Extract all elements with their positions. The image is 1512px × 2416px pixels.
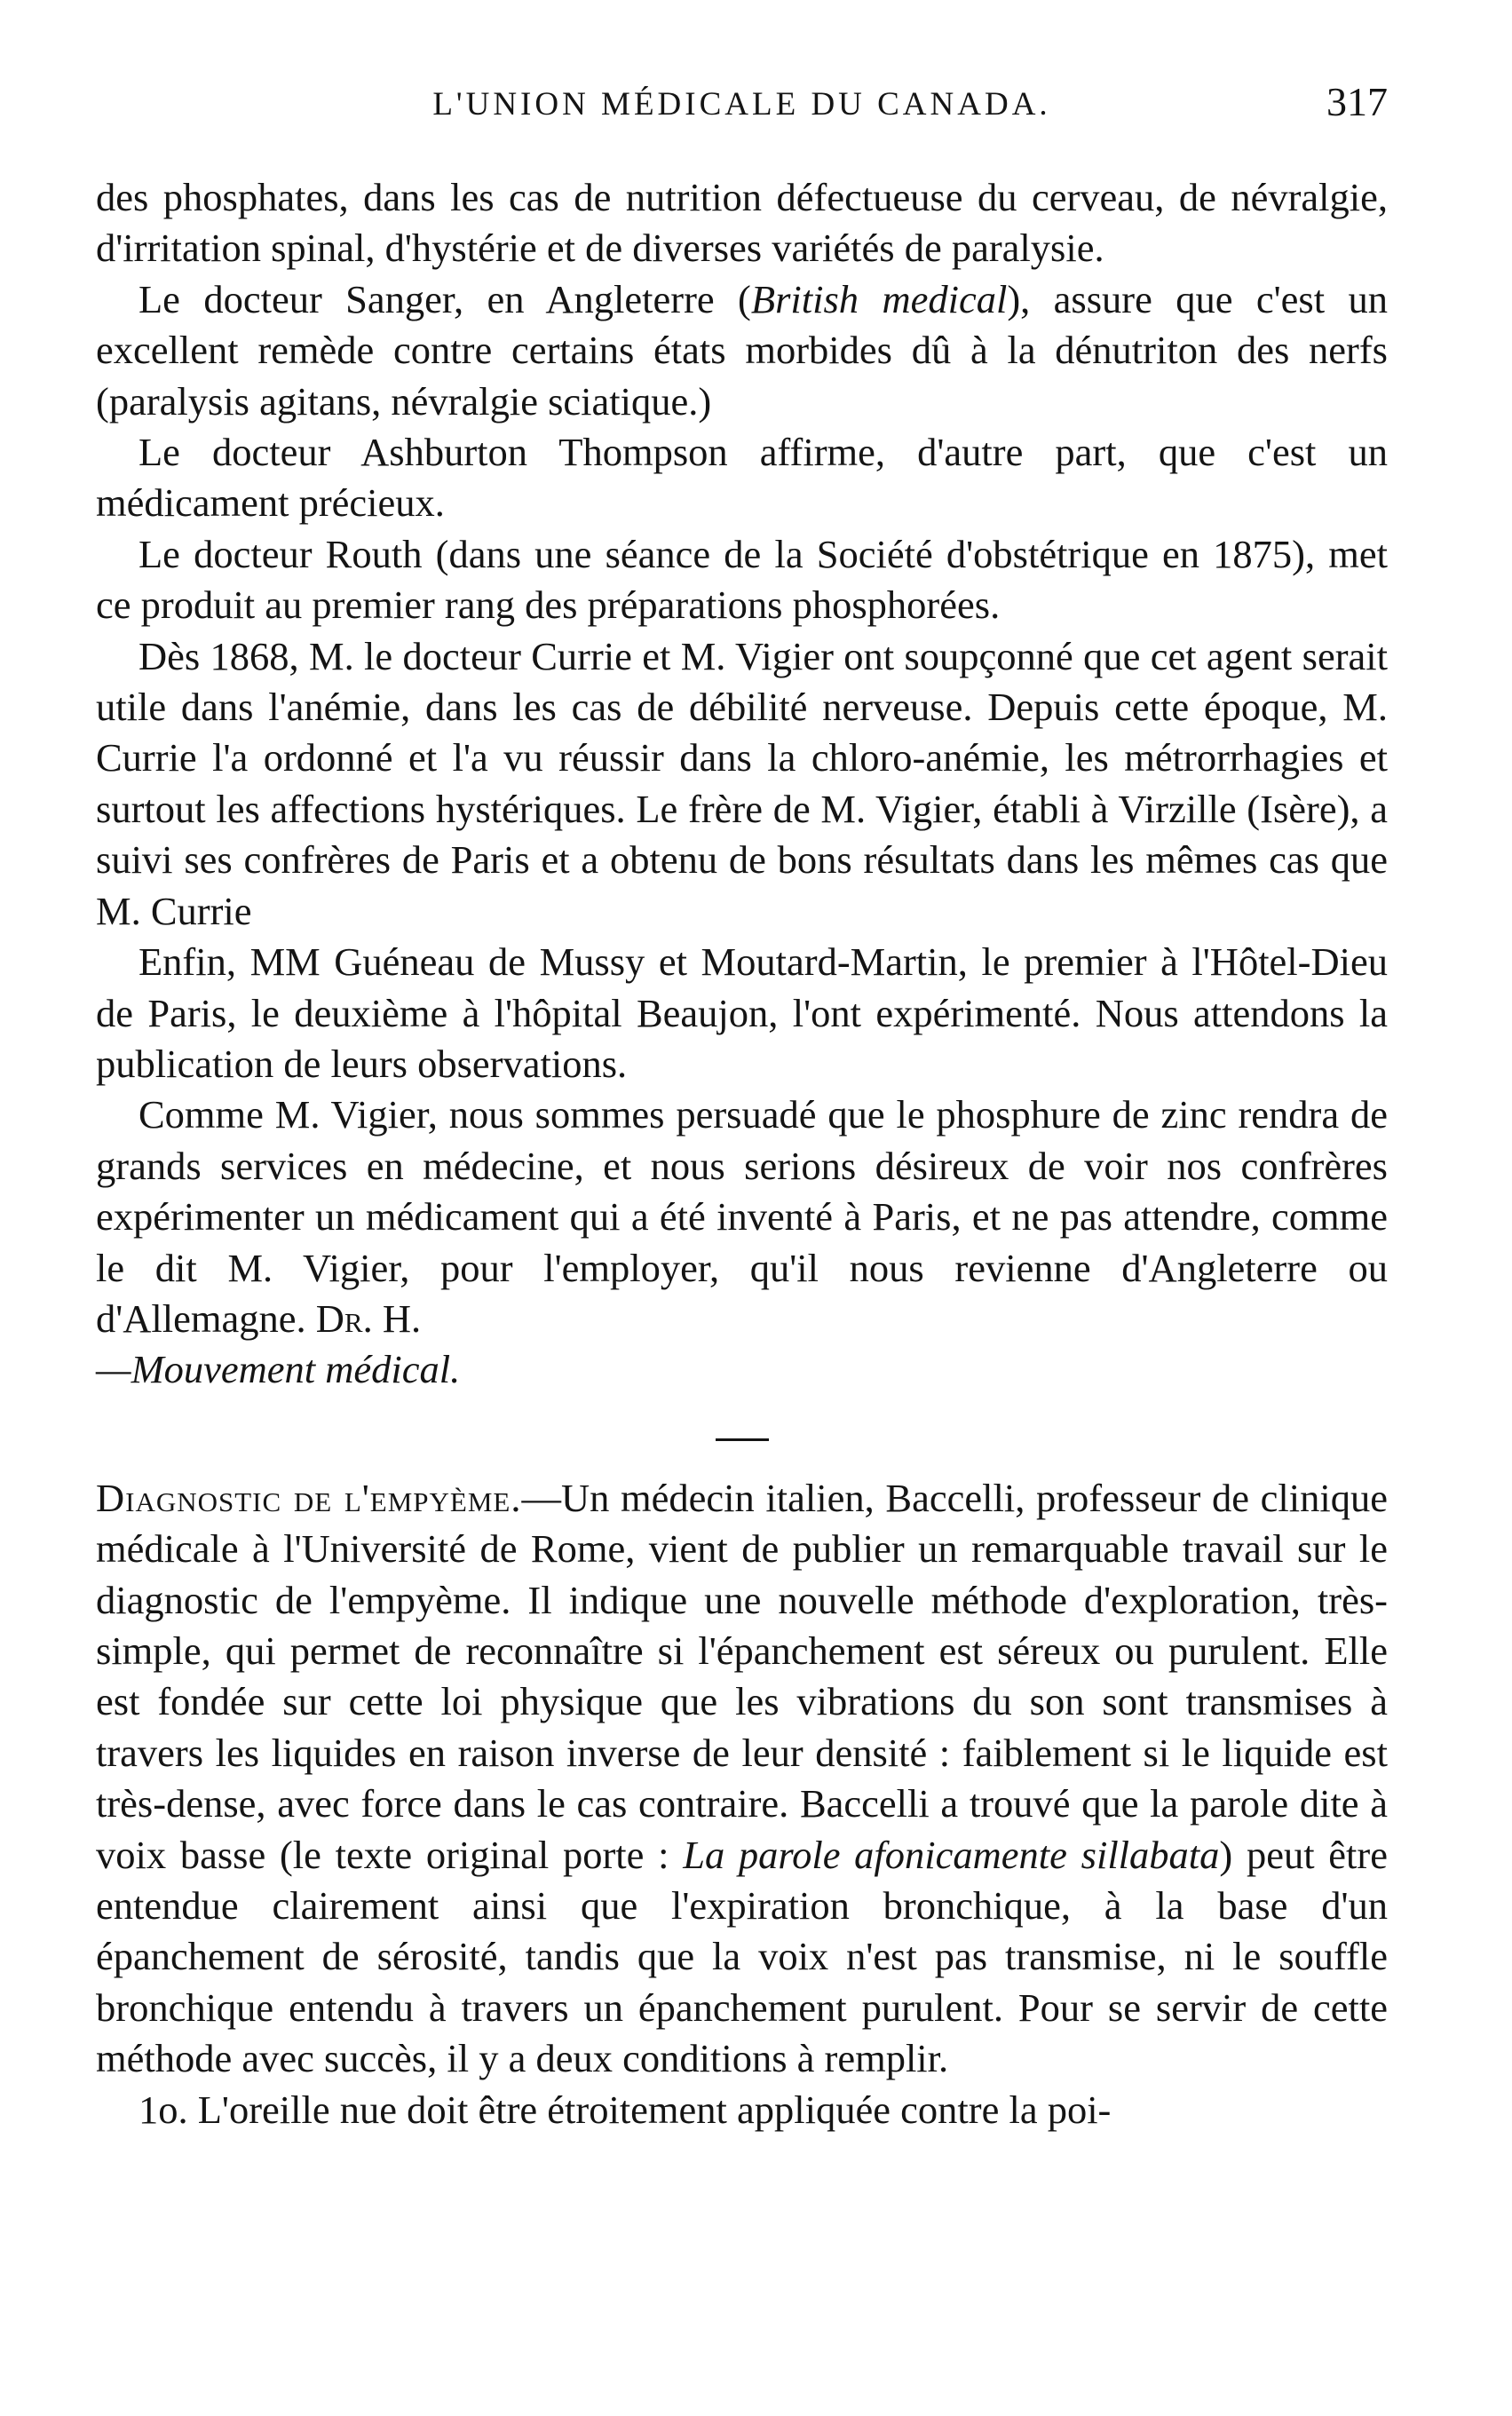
document-page (96, 79, 1388, 2135)
author-signature: Dr. H. (315, 1295, 422, 1341)
paragraph-text-after: ), assure que c'est un excellent remède contre certains états morbides dû à la dénutriton des nerfs (paralysis agitans, névralgie sciatique.) (96, 276, 1388, 424)
paragraph-text-end: ) peut être entendue clairement ainsi que l'expiration bronchique, à la base d'un épanchement de sérosité, tandis que la voix n'est pas transmise, ni le souffle bronchique entendu à travers un épanchement purulent. Pour se servir de cette méthode avec succès, il y a deux conditions à remplir. (96, 1832, 1388, 2081)
paragraph-text-before: Le docteur Sanger, en Angleterre ( (139, 276, 751, 321)
paragraph-routh (96, 529, 1388, 631)
page-number: 317 (1326, 79, 1388, 124)
paragraph-text: des phosphates, dans les cas de nutrition défectueuse du cerveau, de névralgie, d'irritation spinal, d'hystérie et de diverses variétés de paralysie. (96, 175, 1388, 271)
journal-title: British medical (750, 276, 1008, 321)
article-heading: Diagnostic de l'empyème. (96, 1475, 522, 1520)
paragraph-condition-one (96, 2085, 1388, 2135)
paragraph-phosphates (96, 172, 1388, 274)
page-header (96, 79, 1388, 139)
paragraph-text: Enfin, MM Guéneau de Mussy et Moutard-Martin, le premier à l'Hôtel-Dieu de Paris, le deuxième à l'hôpital Beaujon, l'ont expérimenté. Nous attendons la publication de leurs observations. (96, 939, 1388, 1086)
article-body (96, 172, 1388, 2135)
paragraph-text: Le docteur Routh (dans une séance de la Société d'obstétrique en 1875), met ce produit au premier rang des préparations phosphorées. (96, 531, 1388, 628)
paragraph-mussy (96, 937, 1388, 1089)
paragraph-sanger (96, 274, 1388, 427)
paragraph-text: Dès 1868, M. le docteur Currie et M. Vigier ont soupçonné que cet agent serait utile dans l'anémie, dans les cas de débilité nerveuse. Depuis cette époque, M. Currie l'a ordonné et l'a vu réussir dans la chloro-anémie, les métrorrhagies et surtout les affections hystériques. Le frère de M. Vigier, établi à Virzille (Isère), a suivi ses confrères de Paris et a obtenu de bons résultats dans les mêmes cas que M. Currie (96, 633, 1388, 933)
paragraph-text: 1o. L'oreille nue doit être étroitement appliquée contre la poi- (139, 2087, 1112, 2132)
running-head: L'UNION MÉDICALE DU CANADA. (432, 86, 1051, 123)
paragraph-text: Le docteur Ashburton Thompson affirme, d'autre part, que c'est un médicament précieux. (96, 430, 1388, 526)
quoted-original-text: La parole afonicamente sillabata (683, 1832, 1220, 1877)
paragraph-empyeme (96, 1473, 1388, 2085)
paragraph-currie (96, 631, 1388, 937)
paragraph-text: —Un médecin italien, Baccelli, professeur de clinique médicale à l'Université de Rome, vient de publier un remarquable travail sur le diagnostic de l'empyème. Il indique une nouvelle méthode d'exploration, très-simple, qui permet de reconnaître si l'épanchement est séreux ou purulent. Elle est fondée sur cette loi physique que les vibrations du son sont transmises à travers les liquides en raison inverse de leur densité : faiblement si le liquide est très-dense, avec force dans le cas contraire. Baccelli a trouvé que la parole dite à voix basse (le texte original porte : (96, 1475, 1388, 1877)
paragraph-text: Comme M. Vigier, nous sommes persuadé que le phosphure de zinc rendra de grands services en médecine, et nous serions désireux de voir nos confrères expérimenter un médicament qui a été inventé à Paris, et ne pas attendre, comme le dit M. Vigier, pour l'employer, qu'il nous revienne d'Angleterre ou d'Allemagne. (96, 1092, 1388, 1341)
paragraph-thompson (96, 427, 1388, 529)
paragraph-vigier (96, 1089, 1388, 1395)
source-citation: —Mouvement médical. (96, 1347, 461, 1392)
section-divider (716, 1438, 769, 1441)
